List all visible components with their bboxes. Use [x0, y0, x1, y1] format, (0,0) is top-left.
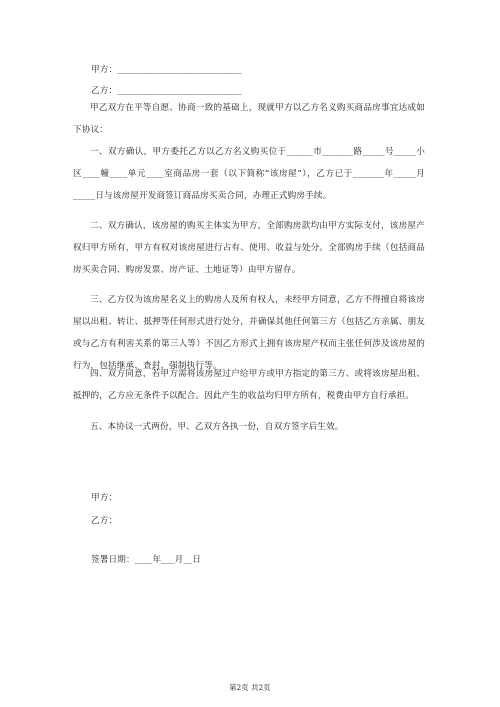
intro-paragraph [73, 97, 425, 141]
party-a-header: 甲方：____________________________ [91, 65, 242, 75]
clause-1-text: 一、双方确认，甲方委托乙方以乙方名义购买位于______市_______路_____号_____小区____幢____单元____室商品房一套（以下简称“该房屋”），乙方已于_______年_____月_____日与该房屋开发商签订商品房买卖合同，办理正式购房手续。 [73, 147, 425, 201]
clause-5-text: 五、本协议一式两份，甲、乙双方各执一份，自双方签字后生效。 [90, 422, 344, 432]
clause-4 [73, 363, 425, 407]
signing-date: 签署日期：____年___月__日 [91, 555, 201, 565]
intro-text: 甲乙双方在平等自愿、协商一致的基础上，现就甲方以乙方名义购买商品房事宜达成如下协议： [73, 103, 425, 135]
clause-2 [73, 215, 425, 281]
party-b-header: 乙方：____________________________ [91, 86, 242, 96]
party-a-signature: 甲方： [91, 493, 118, 503]
clause-5 [73, 416, 425, 438]
party-b-signature: 乙方： [91, 516, 118, 526]
clause-4-text: 四、双方同意，若甲方需将该房屋过户给甲方或甲方指定的第三方、或将该房屋出租、抵押的，乙方应无条件予以配合。因此产生的收益均归甲方所有，税费由甲方自行承担。 [73, 369, 425, 401]
page-number: 第2页 共2页 [229, 683, 271, 692]
clause-3-text: 三、乙方仅为该房屋名义上的购房人及所有权人，未经甲方同意，乙方不得擅自将该房屋以出租、转让、抵押等任何形式进行处分，并确保其他任何第三方（包括乙方亲属、朋友或与乙方有利害关系的第三人等）不因乙方形式上拥有该房屋产权而主张任何涉及该房屋的行为，包括继承、查封、强制执行等。 [73, 295, 425, 371]
clause-2-text: 二、双方确认，该房屋的购买主体实为甲方，全部购房款均由甲方实际支付，该房屋产权归甲方所有，甲方有权对该房屋进行占有、使用、收益与处分。全部购房手续（包括商品房买卖合同、购房发票、房产证、土地证等）由甲方留存。 [73, 221, 425, 275]
clause-1 [73, 141, 425, 207]
